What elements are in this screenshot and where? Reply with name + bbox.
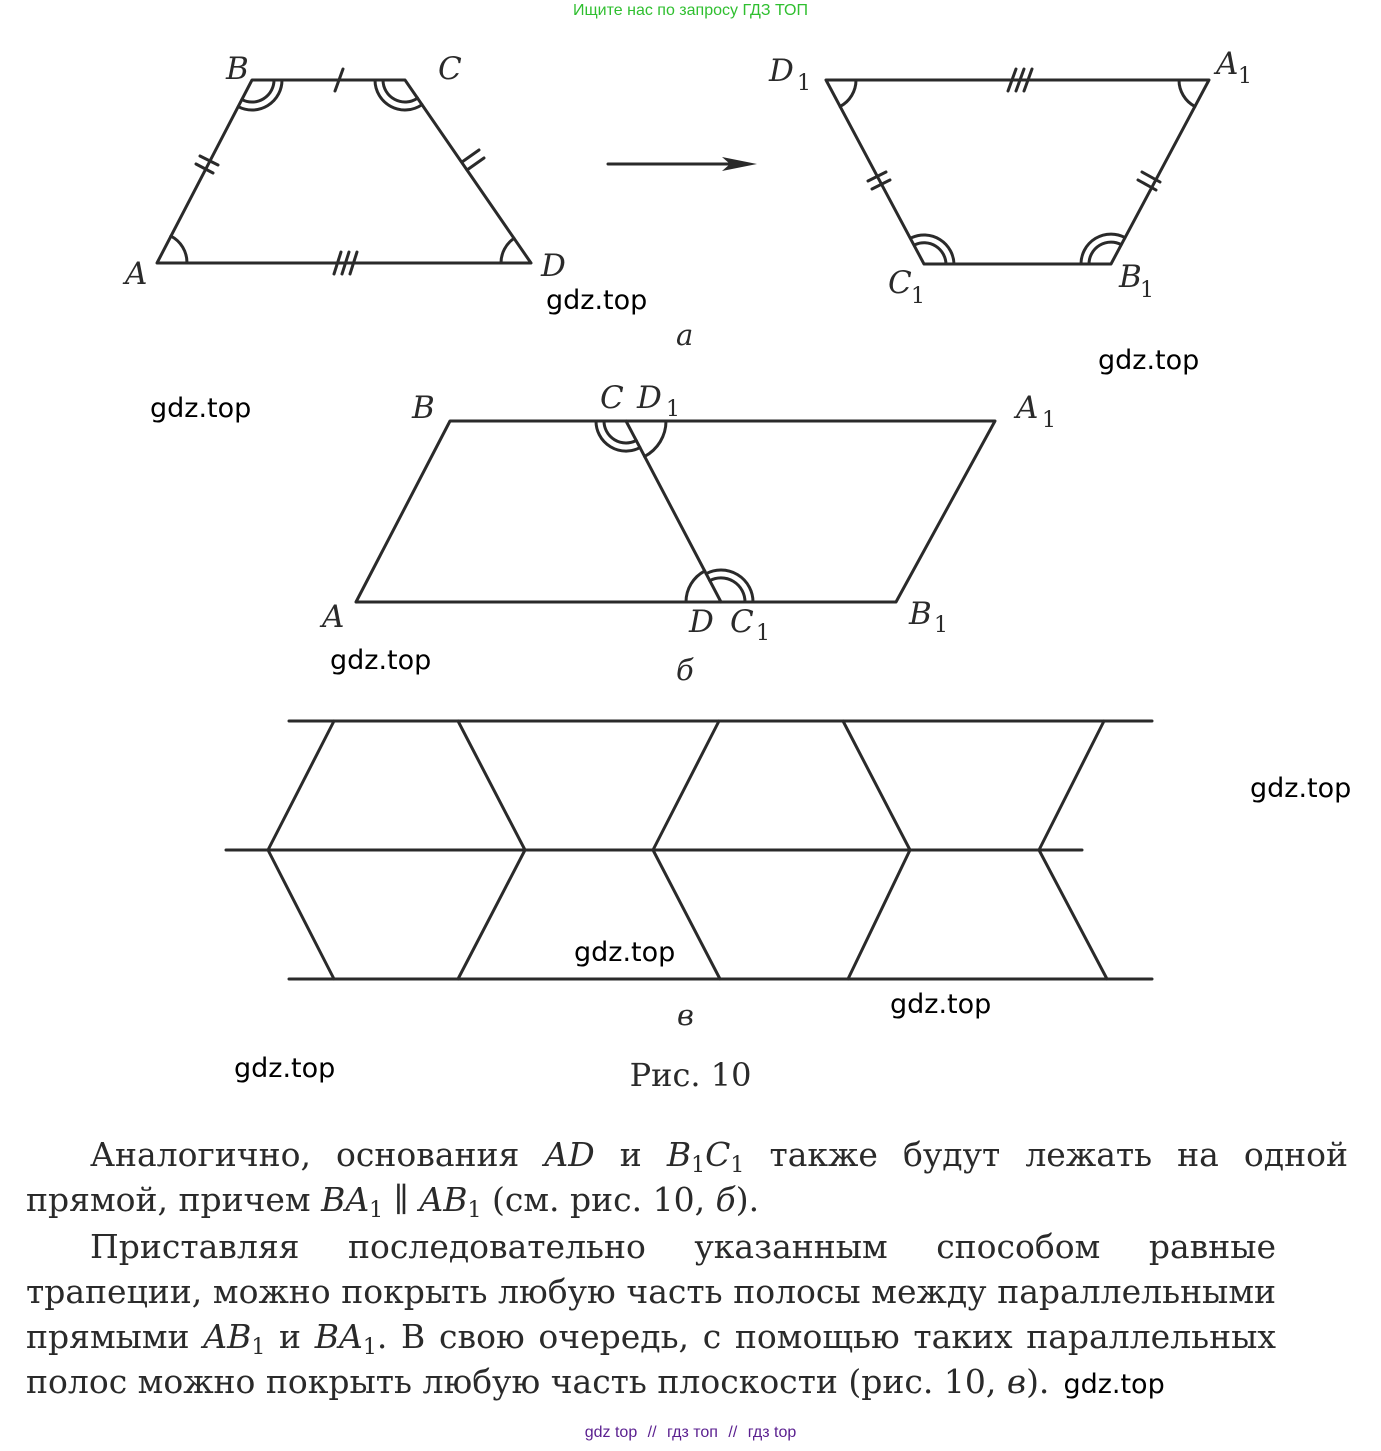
tick-cd-2 [467, 158, 484, 170]
watermark: gdz.top [1250, 773, 1352, 804]
tick-cd-1 [462, 150, 479, 162]
label-d: D [541, 248, 566, 284]
tile-edge [1039, 721, 1104, 850]
top-banner[interactable]: Ищите нас по запросу ГДЗ ТОП [573, 2, 808, 19]
footer-link-gdz-top-ru[interactable]: гдз топ [667, 1424, 718, 1441]
tile-edge [268, 850, 334, 979]
tile-edge [458, 850, 525, 979]
label-d-b: D [689, 604, 714, 640]
footer-separator: // [728, 1424, 738, 1441]
label-b: B [226, 51, 249, 87]
tile-edge [653, 721, 719, 850]
tile-edge [458, 721, 525, 850]
label-c1-sub: 1 [911, 284, 925, 309]
watermark: gdz.top [546, 285, 648, 316]
label-b-b: B [412, 390, 435, 426]
label-a1-b: A [1016, 390, 1039, 426]
footer-link-gdz-top[interactable]: gdz top [584, 1424, 638, 1441]
label-d1-sub: 1 [797, 71, 811, 96]
label-a: A [125, 256, 148, 292]
label-b1-b-sub: 1 [934, 613, 948, 638]
label-d1-b-sub: 1 [666, 397, 680, 422]
label-d1: D [769, 53, 794, 89]
paragraph-1: Аналогично, основания AD и $B_1C_1$ также будут лежать на одной прямой, причем $BA_1$ ∥ $AB_1$ (см. рис. 10, б). [26, 1135, 1348, 1223]
label-b1-b: B [909, 596, 932, 632]
tile-edge [843, 721, 910, 850]
tile-edge [268, 721, 334, 850]
angle-arc-a1 [1179, 80, 1195, 107]
watermark: gdz.top [150, 393, 252, 424]
parallelogram-outline [356, 421, 995, 602]
tile-edge [1039, 850, 1107, 979]
watermark: gdz.top [890, 989, 992, 1020]
angle-arc-c1-outer [912, 235, 954, 264]
watermark: gdz.top [330, 645, 432, 676]
angle-arc-d [501, 238, 514, 263]
angle-arc-a [171, 236, 187, 263]
paragraph-2: Приставляя последовательно указанным способом равные трапеции, можно покрыть любую часть полосы между параллельными прямыми $AB_1$ и $BA_1$. В свою очередь, с помощью таких параллельных полос можно покрыть любую часть плоскости (рис. 10, в). gdz.top [26, 1227, 1276, 1401]
label-a-b: A [322, 599, 345, 635]
footer-links [0, 1424, 1381, 1442]
footer-separator: // [647, 1424, 657, 1441]
label-c1-b: C [730, 604, 754, 640]
watermark: gdz.top [234, 1053, 336, 1084]
label-b1: B [1119, 259, 1142, 295]
label-a1-sub: 1 [1238, 64, 1252, 89]
label-d1-b: D [637, 380, 662, 416]
watermark: gdz.top [574, 937, 676, 968]
figure-caption: Рис. 10 [629, 1056, 752, 1094]
label-a1: A [1216, 46, 1239, 82]
figure-v-label: в [677, 998, 694, 1032]
label-a1-b-sub: 1 [1042, 408, 1056, 433]
figure-b-label: б [676, 653, 694, 687]
angle-arc-d1 [840, 80, 856, 107]
angle-arc-d-b [686, 571, 705, 602]
label-c: C [438, 51, 462, 87]
figure-a-label: а [676, 318, 694, 352]
label-b1-sub: 1 [1140, 278, 1154, 303]
label-c1: C [888, 265, 912, 301]
tile-edge [848, 850, 910, 979]
angle-arc-d1-b [645, 421, 666, 456]
watermark: gdz.top [1063, 1369, 1165, 1400]
footer-link-gdz-top-mixed[interactable]: гдз top [747, 1424, 797, 1441]
label-c-b: C [600, 380, 624, 416]
watermark: gdz.top [1098, 345, 1200, 376]
label-c1-b-sub: 1 [756, 621, 770, 646]
